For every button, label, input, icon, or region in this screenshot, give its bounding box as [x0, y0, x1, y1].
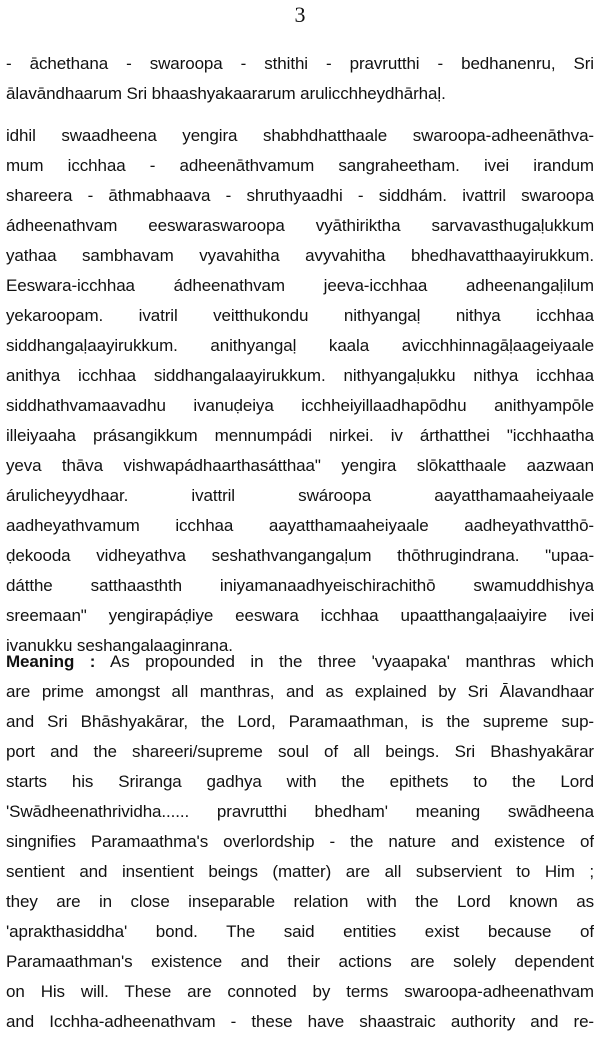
- text-line: ālavāndhaarum Sri bhaashyakaararum arulicchheydhārhaḷ.: [6, 84, 446, 103]
- text-line: and Icchha-adheenathvam - these have shaastraic authority and re-: [6, 1012, 594, 1031]
- text-line: mum icchhaa - adheenāthvamum sangraheetham. ivei irandum: [6, 156, 594, 175]
- text-line: singnifies Paramaathma's overlordship - the nature and existence of: [6, 832, 594, 851]
- text-line: illeiyaaha prásangikkum mennumpádi nirkei. iv árthatthei "icchhaatha: [6, 426, 594, 445]
- text-line: are prime amongst all manthras, and as explained by Sri Ālavandhaar: [6, 682, 594, 701]
- text-line: ivanukku seshangalaaginrana.: [6, 636, 233, 655]
- text-line: dátthe satthaasthth iniyamanaadhyeischirachithō swamuddhishya: [6, 576, 594, 595]
- text-line: árulicheyydhaar. ivattril swároopa aayatthamaaheiyaale: [6, 486, 594, 505]
- meaning-first-line: [6, 647, 594, 677]
- text-line: yathaa sambhavam vyavahitha avyvahitha bhedhavatthaayirukkum.: [6, 246, 594, 265]
- meaning-label: Meaning :: [6, 652, 96, 671]
- text-line: anithya icchhaa siddhangalaayirukkum. nithyangaḷukku nithya icchhaa: [6, 366, 594, 385]
- text-line: starts his Sriranga gadhya with the epithets to the Lord: [6, 772, 594, 791]
- page-number: 3: [294, 2, 306, 27]
- text-line: and Sri Bhāshyakārar, the Lord, Paramaathman, is the supreme sup-: [6, 712, 594, 731]
- text-line: 'Swādheenathrividha...... pravrutthi bhedham' meaning swādheena: [6, 802, 594, 821]
- text-line: siddhangaḷaayirukkum. anithyangaḷ kaala avicchhinnagāḷaageiyaale: [6, 336, 594, 355]
- text-line: yeva thāva vishwapádhaarthasátthaa" yengira slōkatthaale aazwaan: [6, 456, 594, 475]
- text-line: Eeswara-icchhaa ádheenathvam jeeva-icchhaa adheenangaḷilum: [6, 276, 594, 295]
- text-line: aadheyathvamum icchhaa aayatthamaaheiyaale aadheyathvatthō-: [6, 516, 594, 535]
- text-line: sreemaan" yengirapáḍiye eeswara icchhaa upaatthangaḷaaiyire ivei: [6, 606, 594, 625]
- text-line: on His will. These are connoted by terms swaroopa-adheenathvam: [6, 982, 594, 1001]
- text-line: ádheenathvam eeswaraswaroopa vyāthiriktha sarvavasthugaḷukkum: [6, 216, 594, 235]
- body-paragraph: [6, 121, 594, 661]
- text-line: siddhathvamaavadhu ivanuḍeiya icchheiyillaadhapōdhu anithyampōle: [6, 396, 594, 415]
- intro-paragraph: [6, 49, 594, 109]
- text-line: - āchethana - swaroopa - sthithi - pravrutthi - bedhanenru, Sri: [6, 54, 594, 73]
- text-line: port and the shareeri/supreme soul of all beings. Sri Bhashyakārar: [6, 742, 594, 761]
- text-line: 'aprakthasiddha' bond. The said entities exist because of: [6, 922, 594, 941]
- meaning-paragraph: [6, 647, 594, 1037]
- text-line: shareera - āthmabhaava - shruthyaadhi - siddhám. ivattril swaroopa: [6, 186, 594, 205]
- text-line: Paramaathman's existence and their actions are solely dependent: [6, 952, 594, 971]
- text-line: sentient and insentient beings (matter) are all subservient to Him ;: [6, 862, 594, 881]
- text-line: they are in close inseparable relation with the Lord known as: [6, 892, 594, 911]
- text-line: yekaroopam. ivatril veitthukondu nithyangaḷ nithya icchhaa: [6, 306, 594, 325]
- text-line: idhil swaadheena yengira shabhdhatthaale swaroopa-adheenāthva-: [6, 126, 594, 145]
- text-line: ḍekooda vidheyathva seshathvangangaḷum thōthrugindrana. "upaa-: [6, 546, 594, 565]
- text-segment: As propounded in the three 'vyaapaka' manthras which: [95, 652, 594, 671]
